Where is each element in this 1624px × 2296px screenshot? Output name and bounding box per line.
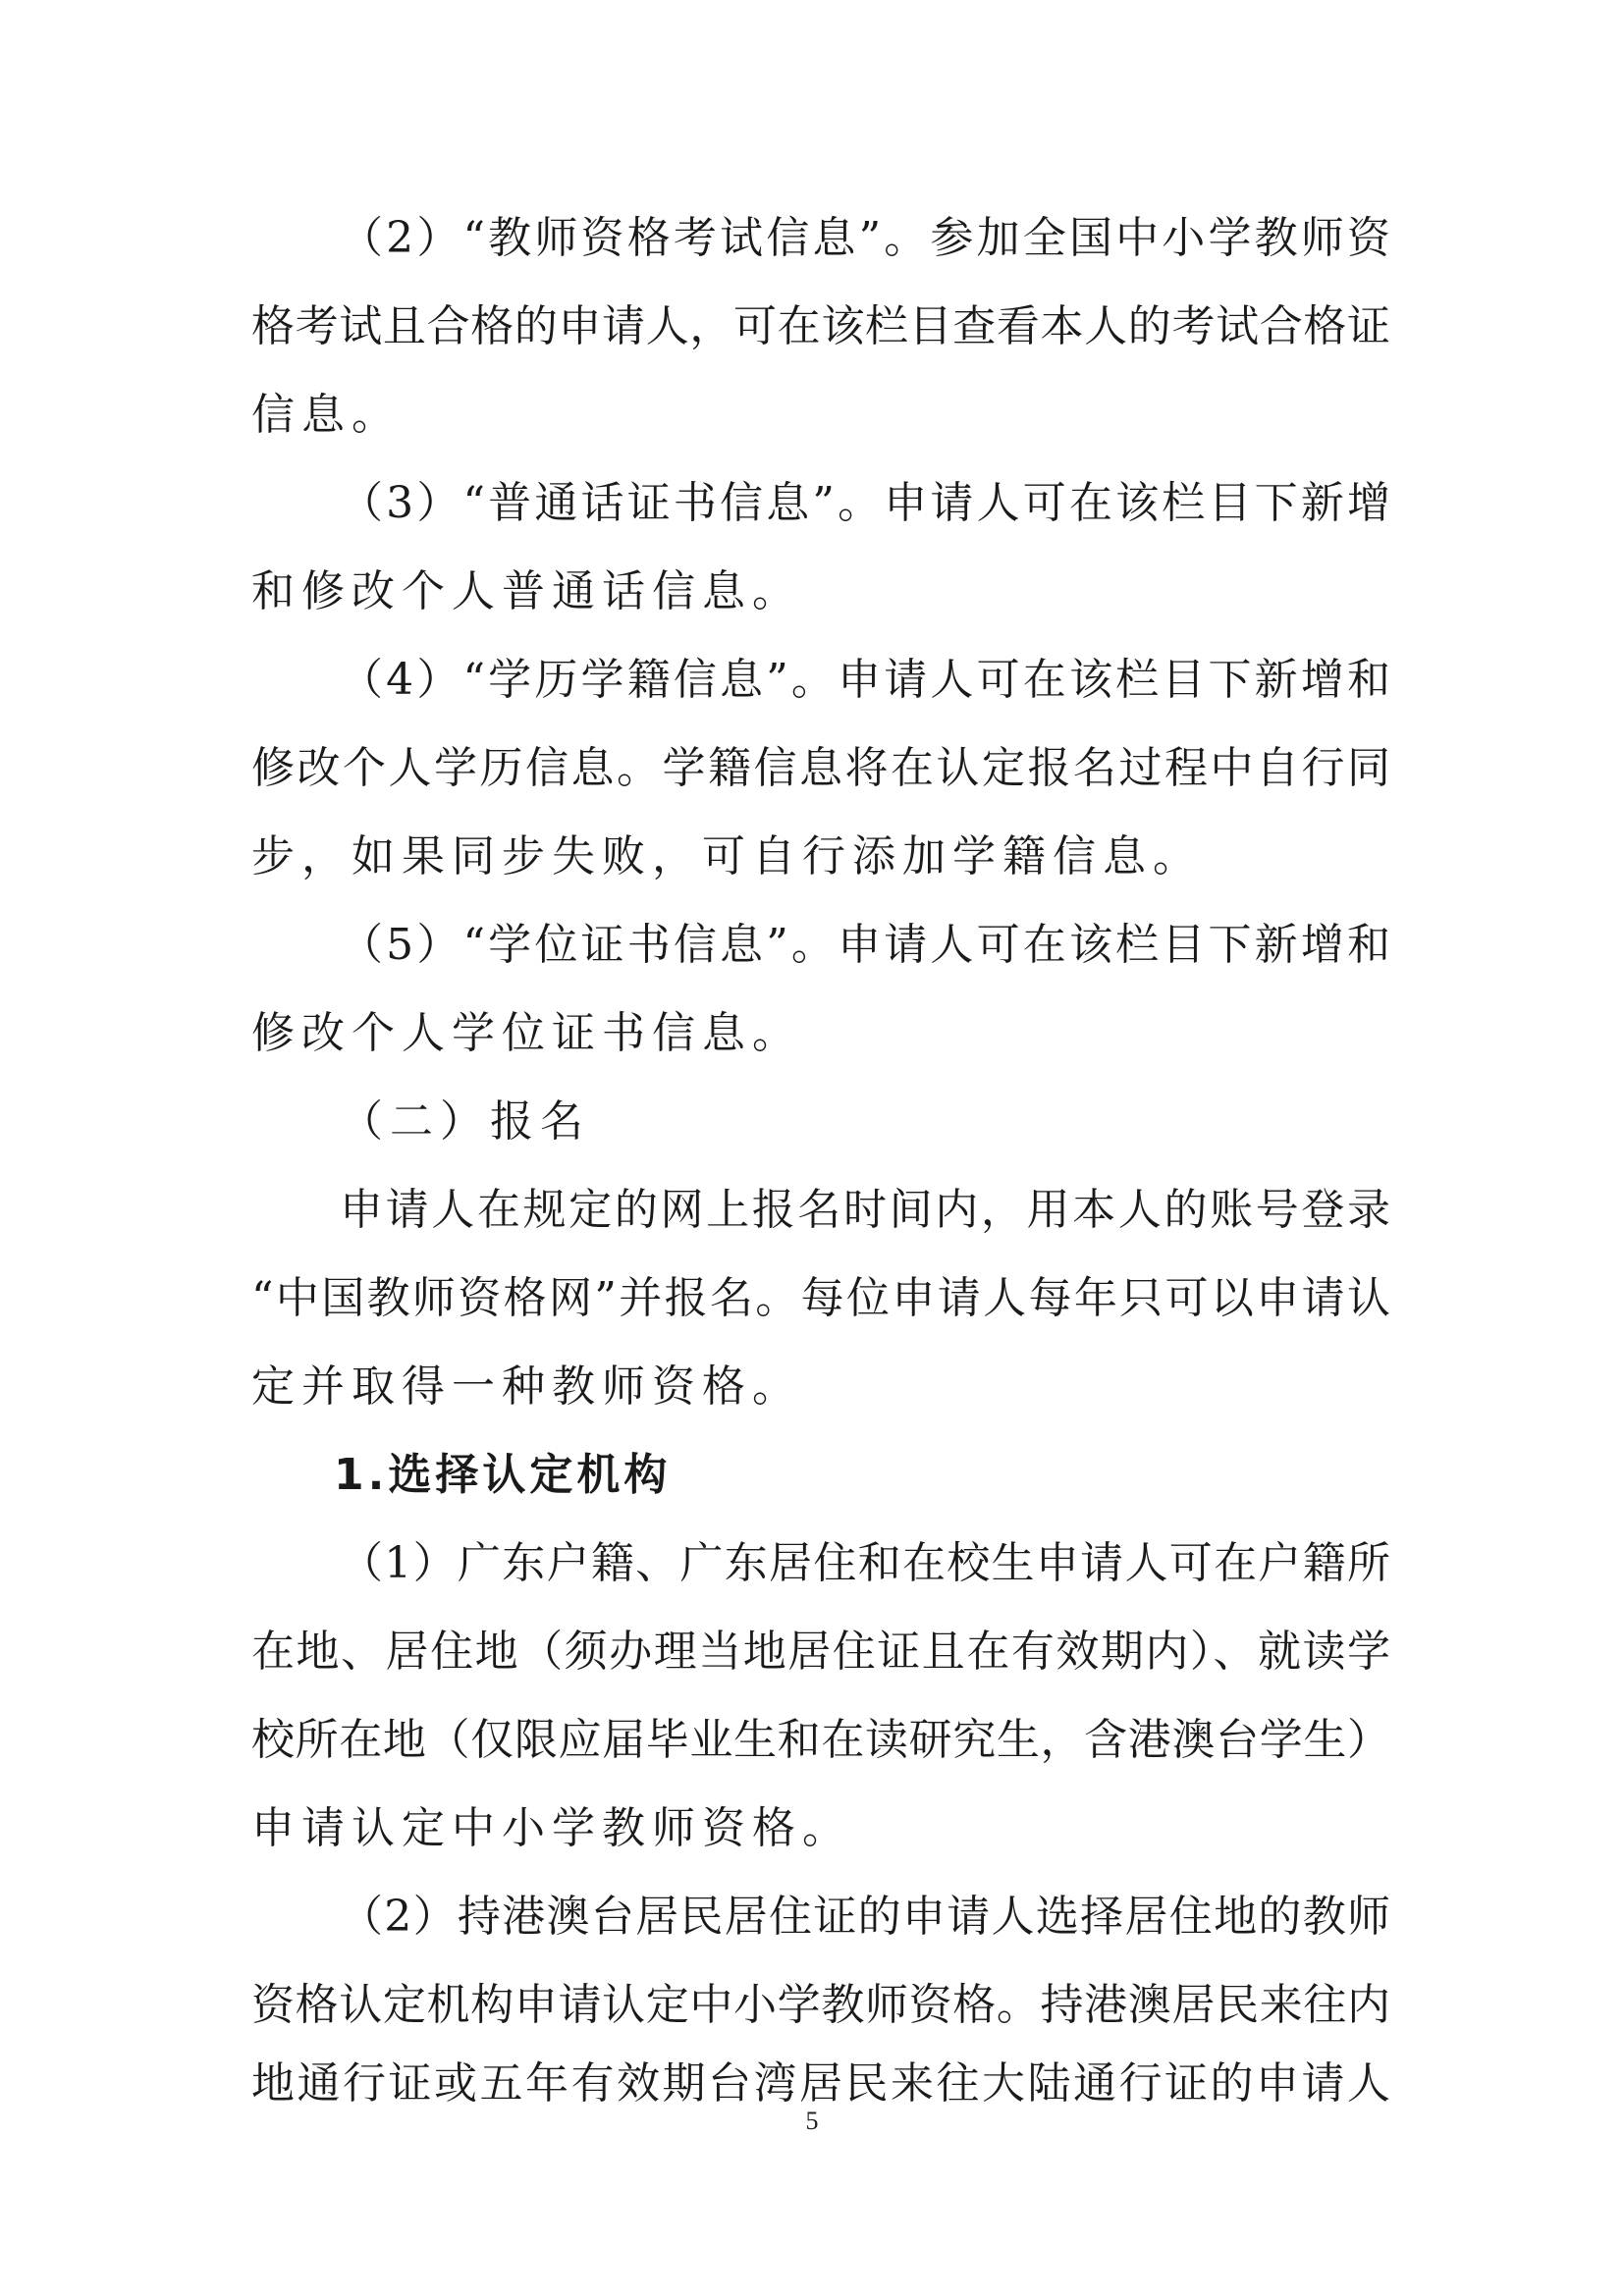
- text-line: 定并取得一种教师资格。: [251, 1362, 802, 1412]
- section-heading: （二）报名: [340, 1096, 590, 1147]
- text-line: 申请人在规定的网上报名时间内，用本人的账号登录: [340, 1185, 1390, 1235]
- text-line: 格考试且合格的申请人，可在该栏目查看本人的考试合格证: [251, 301, 1390, 351]
- text-line: （2）“教师资格考试信息”。参加全国中小学教师资: [340, 213, 1390, 263]
- text-line: 修改个人学历信息。学籍信息将在认定报名过程中自行同: [251, 743, 1390, 793]
- text-line: 地通行证或五年有效期台湾居民来往大陆通行证的申请人: [251, 2058, 1390, 2109]
- text-line: 信息。: [251, 390, 402, 440]
- page-number: 5: [805, 2107, 819, 2135]
- text-line: （4）“学历学籍信息”。申请人可在该栏目下新增和: [340, 655, 1390, 705]
- text-line: （5）“学位证书信息”。申请人可在该栏目下新增和: [340, 920, 1390, 970]
- text-line: 修改个人学位证书信息。: [251, 1008, 802, 1058]
- text-line: （2）持港澳台居民居住证的申请人选择居住地的教师: [340, 1892, 1390, 1942]
- text-line: 申请认定中小学教师资格。: [251, 1803, 852, 1853]
- text-line: “中国教师资格网”并报名。每位申请人每年只可以申请认: [251, 1273, 1390, 1323]
- text-line: 校所在地（仅限应届毕业生和在读研究生，含港澳台学生）: [251, 1715, 1390, 1765]
- text-line: 步，如果同步失败，可自行添加学籍信息。: [251, 831, 1203, 881]
- text-line: （3）“普通话证书信息”。申请人可在该栏目下新增: [340, 478, 1390, 528]
- text-line: 资格认定机构申请认定中小学教师资格。持港澳居民来往内: [251, 1980, 1390, 2030]
- text-line: 和修改个人普通话信息。: [251, 566, 802, 616]
- text-line: （1）广东户籍、广东居住和在校生申请人可在户籍所: [340, 1538, 1390, 1588]
- subsection-heading: 1.选择认定机构: [334, 1450, 672, 1500]
- text-line: 在地、居住地（须办理当地居住证且在有效期内）、就读学: [251, 1627, 1390, 1677]
